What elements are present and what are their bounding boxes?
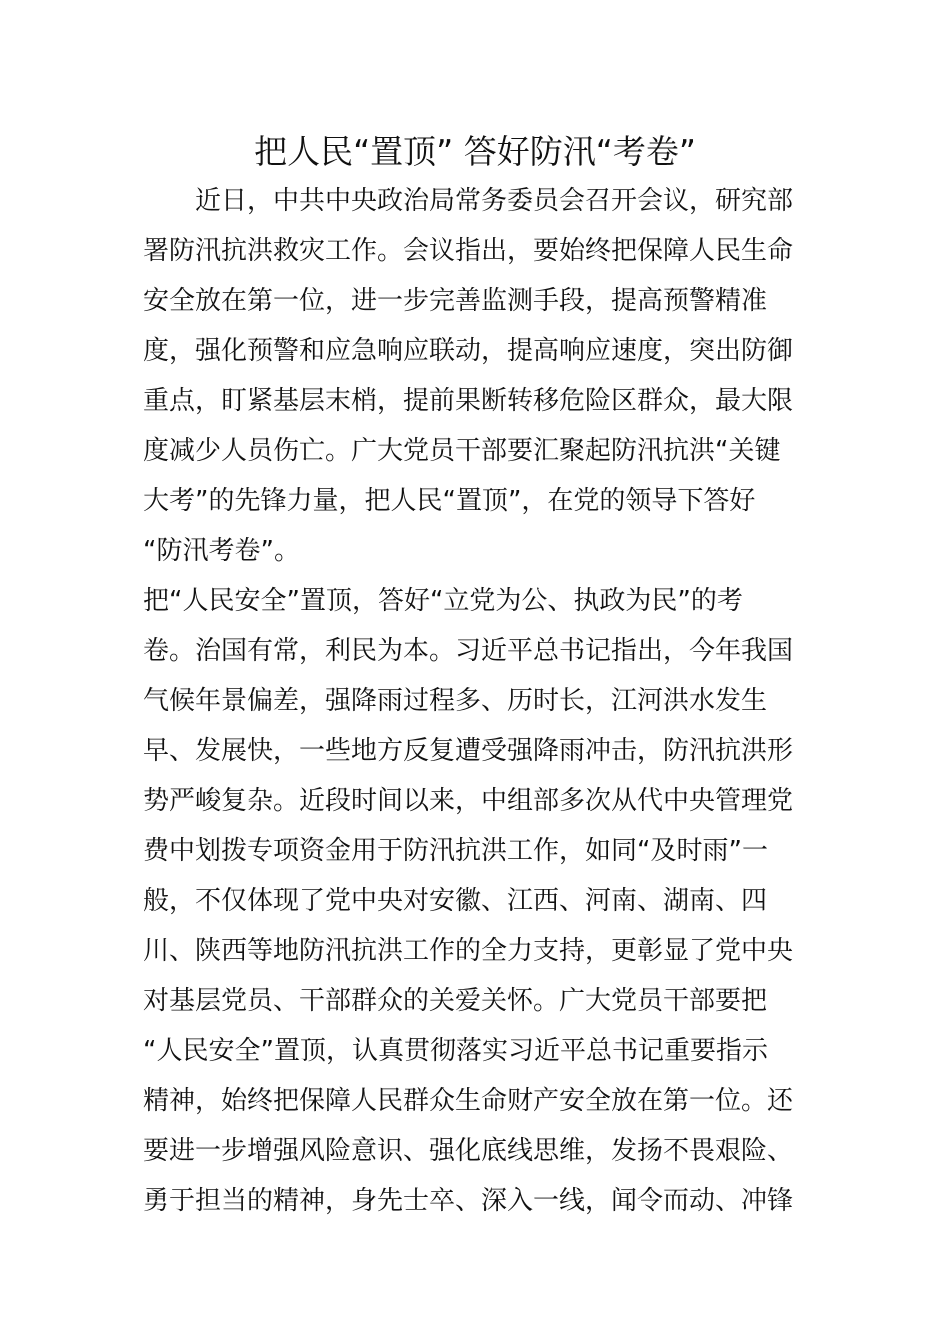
body-line: 度，强化预警和应急响应联动，提高响应速度，突出防御 [143,336,794,366]
body-line: 卷。治国有常，利民为本。习近平总书记指出，今年我国 [143,636,794,666]
body-line: 大考”的先锋力量，把人民“置顶”，在党的领导下答好 [143,486,756,516]
body-line: 安全放在第一位，进一步完善监测手段，提高预警精准 [143,286,768,316]
body-line: 重点，盯紧基层末梢，提前果断转移危险区群众，最大限 [143,386,794,416]
body-line: 近日，中共中央政治局常务委员会召开会议，研究部 [143,186,794,216]
body-line: 势严峻复杂。近段时间以来，中组部多次从代中央管理党 [143,786,794,816]
body-line: 把“人民安全”置顶，答好“立党为公、执政为民”的考 [143,586,743,616]
body-line: 要进一步增强风险意识、强化底线思维，发扬不畏艰险、 [143,1136,794,1166]
body-line: 精神，始终把保障人民群众生命财产安全放在第一位。还 [143,1086,794,1116]
body-line: “防汛考卷”。 [143,536,300,566]
body-line: 度减少人员伤亡。广大党员干部要汇聚起防汛抗洪“关键 [143,436,781,466]
body-line: 署防汛抗洪救灾工作。会议指出，要始终把保障人民生命 [143,236,794,266]
body-line: 川、陕西等地防汛抗洪工作的全力支持，更彰显了党中央 [143,936,794,966]
body-line: 勇于担当的精神，身先士卒、深入一线，闻令而动、冲锋 [143,1186,794,1216]
body-line: 气候年景偏差，强降雨过程多、历时长，江河洪水发生 [143,686,768,716]
body-line: “人民安全”置顶，认真贯彻落实习近平总书记重要指示 [143,1036,768,1066]
body-line: 对基层党员、干部群众的关爱关怀。广大党员干部要把 [143,986,768,1016]
body-line: 般，不仅体现了党中央对安徽、江西、河南、湖南、四 [143,886,768,916]
body-line: 费中划拨专项资金用于防汛抗洪工作，如同“及时雨”一 [143,836,768,866]
article-title: 把人民“置顶” 答好防汛“考卷” [254,132,696,171]
body-line: 早、发展快，一些地方反复遭受强降雨冲击，防汛抗洪形 [143,736,794,766]
